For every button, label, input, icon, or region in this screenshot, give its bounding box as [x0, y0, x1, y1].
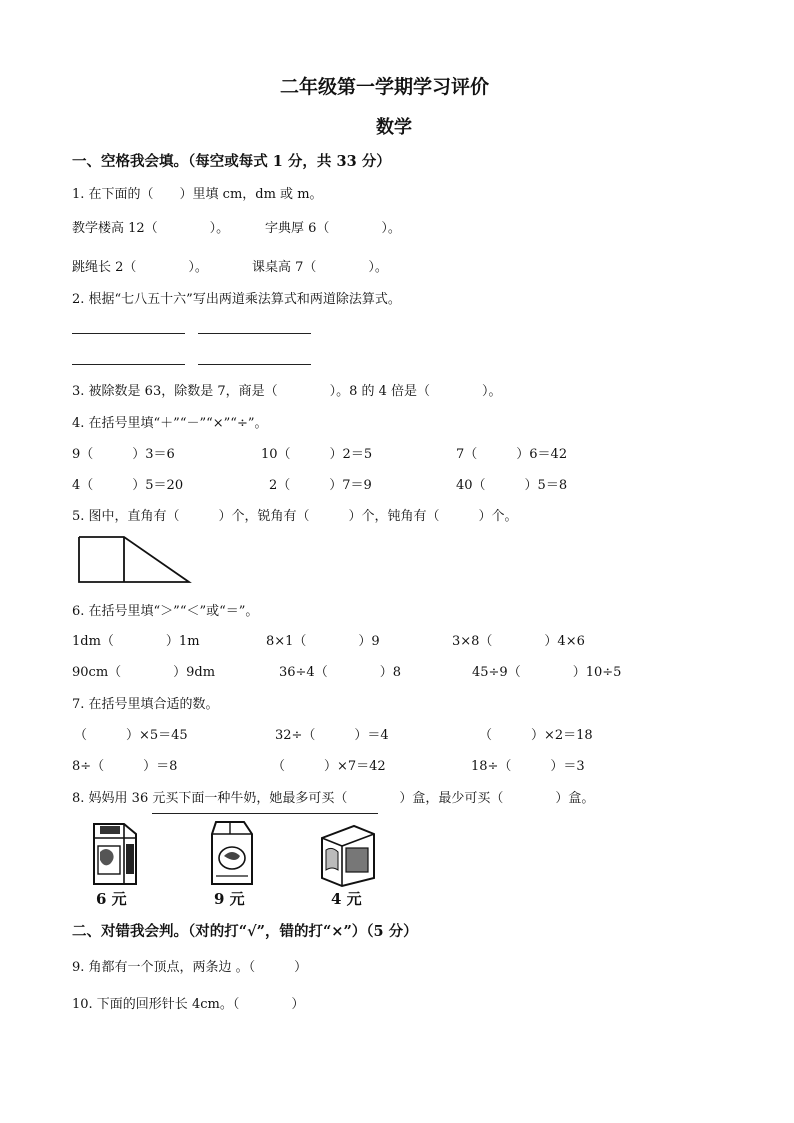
milk-carton-3-icon: [316, 820, 378, 888]
q6-item-1[interactable]: 1dm（ ）1m: [72, 634, 200, 649]
q4-item-2[interactable]: 10（ ）2＝5: [261, 447, 373, 462]
q7-item-3[interactable]: （ ）×2＝18: [479, 728, 593, 743]
q8-price-2: 9 元: [214, 890, 245, 908]
section-1-heading: 一、空格我会填。（每空或每式 1 分，共 33 分）: [72, 153, 391, 170]
q2-answer-line-4[interactable]: [198, 364, 311, 365]
q3-stem[interactable]: 3. 被除数是 63，除数是 7，商是（ ）。8 的 4 倍是（ ）。: [72, 384, 502, 399]
q10-stem[interactable]: 10. 下面的回形针长 4cm。（ ）: [72, 997, 305, 1012]
q6-item-6[interactable]: 45÷9（ ）10÷5: [472, 665, 622, 680]
trapezoid-figure: [76, 534, 194, 586]
section-2-heading: 二、对错我会判。（对的打“√”，错的打“×”）（5 分）: [72, 923, 418, 940]
q8-stem[interactable]: 8. 妈妈用 36 元买下面一种牛奶，她最多可买（ ）盒，最少可买（ ）盒。: [72, 791, 595, 806]
q4-item-1[interactable]: 9（ ）3＝6: [72, 447, 175, 462]
q2-stem: 2. 根据“七八五十六”写出两道乘法算式和两道除法算式。: [72, 292, 401, 307]
q4-item-6[interactable]: 40（ ）5＝8: [456, 478, 568, 493]
q1-item-1[interactable]: 教学楼高 12（ ）。: [72, 221, 230, 236]
q5-stem[interactable]: 5. 图中，直角有（ ）个，锐角有（ ）个，钝角有（ ）个。: [72, 509, 518, 524]
q2-answer-line-3[interactable]: [72, 364, 185, 365]
q6-item-2[interactable]: 8×1（ ）9: [266, 634, 380, 649]
q7-item-1[interactable]: （ ）×5＝45: [74, 728, 188, 743]
q9-stem[interactable]: 9. 角都有一个顶点，两条边 。（ ）: [72, 960, 308, 975]
q8-price-1: 6 元: [96, 890, 127, 908]
q4-item-5[interactable]: 2（ ）7＝9: [269, 478, 372, 493]
q1-item-3[interactable]: 跳绳长 2（ ）。: [72, 260, 208, 275]
q7-item-6[interactable]: 18÷（ ）＝3: [471, 759, 585, 774]
page-title: 二年级第一学期学习评价: [280, 76, 490, 98]
q7-item-2[interactable]: 32÷（ ）＝4: [275, 728, 389, 743]
q1-stem: 1. 在下面的（ ）里填 cm，dm 或 m。: [72, 187, 323, 202]
q7-stem: 7. 在括号里填合适的数。: [72, 697, 219, 712]
q6-item-4[interactable]: 90cm（ ）9dm: [72, 665, 216, 680]
q6-stem: 6. 在括号里填“＞”“＜”或“＝”。: [72, 604, 259, 619]
q8-price-3: 4 元: [331, 890, 362, 908]
q4-stem: 4. 在括号里填“＋”“－”“×”“÷”。: [72, 416, 268, 431]
q7-item-4[interactable]: 8÷（ ）＝8: [72, 759, 178, 774]
q6-item-3[interactable]: 3×8（ ）4×6: [452, 634, 585, 649]
q2-answer-line-1[interactable]: [72, 333, 185, 334]
q2-answer-line-2[interactable]: [198, 333, 311, 334]
q6-item-5[interactable]: 36÷4（ ）8: [279, 665, 401, 680]
milk-carton-2-icon: [202, 820, 262, 888]
milk-carton-1-icon: [82, 818, 144, 888]
subject-title: 数学: [376, 117, 412, 138]
q8-image-top-line: [152, 813, 378, 814]
q1-item-2[interactable]: 字典厚 6（ ）。: [265, 221, 401, 236]
q7-item-5[interactable]: （ ）×7＝42: [272, 759, 386, 774]
q1-item-4[interactable]: 课桌高 7（ ）。: [252, 260, 388, 275]
q4-item-3[interactable]: 7（ ）6＝42: [456, 447, 568, 462]
q4-item-4[interactable]: 4（ ）5＝20: [72, 478, 184, 493]
